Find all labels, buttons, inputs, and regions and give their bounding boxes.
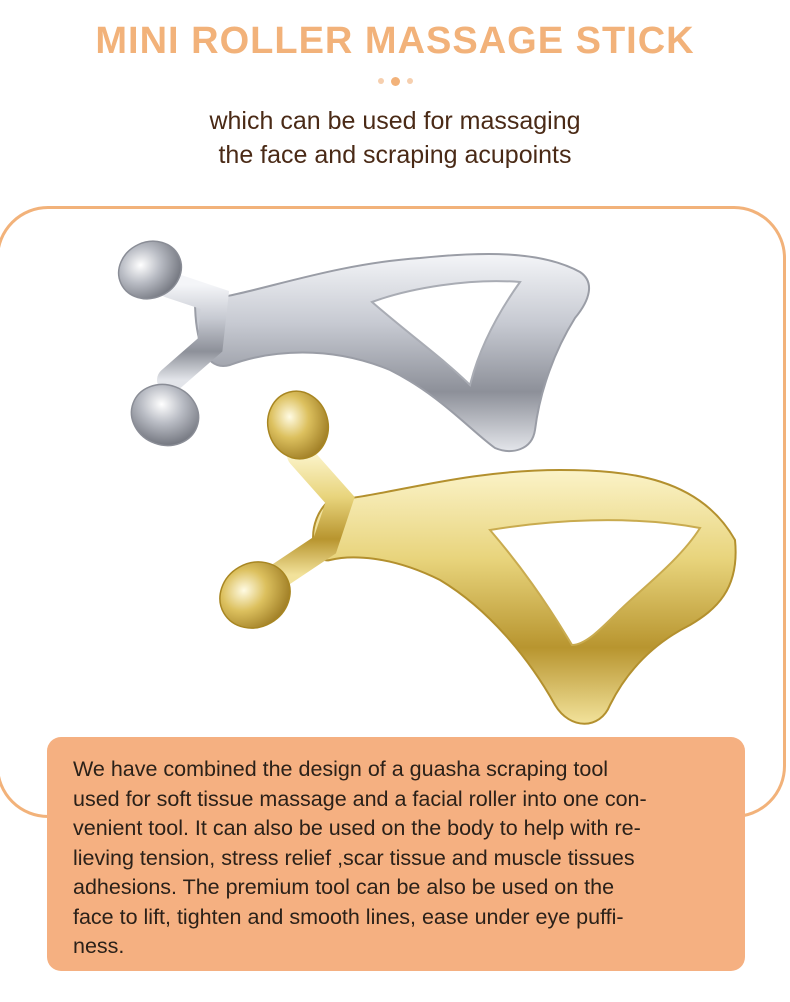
product-photo xyxy=(0,210,790,750)
subtitle-line-1: which can be used for massaging xyxy=(209,107,581,135)
page-title: MINI ROLLER MASSAGE STICK xyxy=(95,20,695,62)
description-line: adhesions. The premium tool can be also be used on the xyxy=(73,875,615,899)
divider-dot xyxy=(391,77,400,86)
silver-massage-stick xyxy=(109,231,589,455)
description-line: ness. xyxy=(73,934,125,958)
description-line: venient tool. It can also be used on the body to help with re- xyxy=(73,816,641,840)
description-line: We have combined the design of a guasha scraping tool xyxy=(73,757,609,781)
description-text xyxy=(73,755,719,962)
description-line: face to lift, tighten and smooth lines, ease under eye puffi- xyxy=(73,904,624,929)
divider-dot xyxy=(407,78,413,84)
subtitle xyxy=(0,104,790,172)
description-box xyxy=(47,737,745,971)
gold-massage-stick xyxy=(208,384,736,723)
description-line: lieving tension, stress relief ,scar tissue and muscle tissues xyxy=(73,845,635,870)
divider-dot xyxy=(378,78,384,84)
subtitle-line-2: the face and scraping acupoints xyxy=(218,141,572,169)
title-divider-dots xyxy=(0,78,790,86)
description-line: used for soft tissue massage and a facial roller into one con- xyxy=(73,786,647,811)
